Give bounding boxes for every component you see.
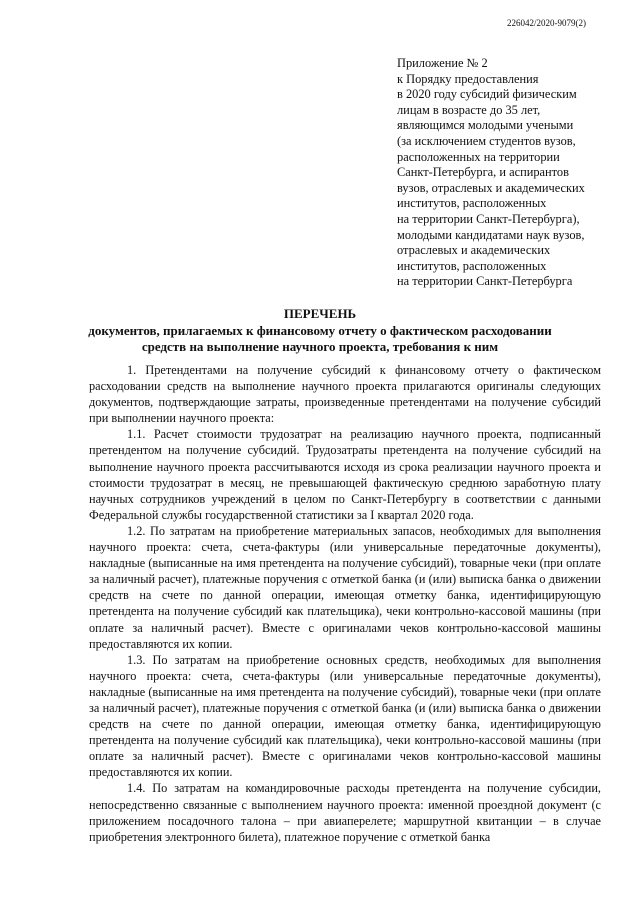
appendix-line: являющимся молодыми учеными bbox=[397, 118, 574, 133]
appendix-line: лицам в возрасте до 35 лет, bbox=[397, 102, 541, 117]
appendix-line: (за исключением студентов вузов, bbox=[397, 133, 576, 148]
appendix-line: вузов, отраслевых и академических bbox=[397, 180, 585, 195]
paragraph: 1.2. По затратам на приобретение материальных запасов, необходимых для выполнения научного проекта: счета, счета-фактуры (или универсальные передаточные документы), накладные (выписанные на имя претендента на получение субсидий), товарные чеки (при оплате за наличный расчет), платежные поручения с отметкой банка (и (или) выписка банка о движении средств на счете по данной операции, имеющая отметку банка, идентифицирующую претендента на получение субсидий как плательщика), чеки контрольно-кассовой машины (при оплате за наличный расчет). Вместе с оригиналами чеков контрольно-кассовой машины предоставляются их копии. bbox=[89, 523, 601, 651]
appendix-header bbox=[397, 56, 607, 290]
appendix-line: на территории Санкт-Петербурга), bbox=[397, 211, 580, 226]
appendix-line: Санкт-Петербурга, и аспирантов bbox=[397, 165, 569, 180]
title-subtitle-line: документов, прилагаемых к финансовому отчету о фактическом расходовании bbox=[88, 322, 552, 338]
appendix-line: молодыми кандидатами наук вузов, bbox=[397, 227, 585, 242]
document-body bbox=[89, 362, 601, 845]
title-subtitle-line: средств на выполнение научного проекта, требования к ним bbox=[141, 339, 499, 354]
appendix-line: к Порядку предоставления bbox=[397, 71, 539, 86]
appendix-line: институтов, расположенных bbox=[397, 258, 547, 273]
appendix-line: институтов, расположенных bbox=[397, 196, 547, 211]
appendix-line: Приложение № 2 bbox=[397, 56, 488, 70]
document-title bbox=[0, 306, 640, 356]
document-code: 226042/2020-9079(2) bbox=[507, 18, 586, 28]
title-heading: ПЕРЕЧЕНЬ bbox=[283, 306, 357, 321]
paragraph: 1.3. По затратам на приобретение основных средств, необходимых для выполнения научного проекта: счета, счета-фактуры (или универсальные передаточные документы), накладные (выписанные на имя претендента на получение субсидий), товарные чеки (при оплате за наличный расчет), платежные поручения с отметкой банка (и (или) выписка банка о движении средств на счете по данной операции, имеющая отметку банка, идентифицирующую претендента на получение субсидий как плательщика), чеки контрольно-кассовой машины (при оплате за наличный расчет). Вместе с оригиналами чеков контрольно-кассовой машины предоставляются их копии. bbox=[89, 652, 601, 780]
paragraph: 1.1. Расчет стоимости трудозатрат на реализацию научного проекта, подписанный претендентом на получение субсидий. Трудозатраты претендента на получение субсидий на выполнение научного проекта рассчитываются исходя из срока реализации научного проекта и стоимости трудозатрат в месяц, не превышающей фактическую среднюю заработную плату научных сотрудников учреждений в целом по Санкт-Петербургу в соответствии с данными Федеральной службы государственной статистики за I квартал 2020 года. bbox=[89, 427, 601, 522]
paragraph: 1.4. По затратам на командировочные расходы претендента на получение субсидии, непосредственно связанные с выполнением научного проекта: именной проездной документ (с приложением посадочного талона – при авиаперелете; маршрутной квитанции – в случае приобретения электронного билета), платежное поручение с отметкой банка bbox=[89, 781, 601, 844]
paragraph: 1. Претендентами на получение субсидий к финансовому отчету о фактическом расходовании средств на выполнение научного проекта прилагаются оригиналы следующих документов, подтверждающие затраты, произведенные претендентами на получение субсидий при выполнении научного проекта: bbox=[89, 363, 601, 426]
appendix-line: на территории Санкт-Петербурга bbox=[397, 274, 573, 289]
appendix-line: в 2020 году субсидий физическим bbox=[397, 87, 577, 102]
appendix-line: расположенных на территории bbox=[397, 149, 560, 164]
appendix-line: отраслевых и академических bbox=[397, 243, 551, 258]
